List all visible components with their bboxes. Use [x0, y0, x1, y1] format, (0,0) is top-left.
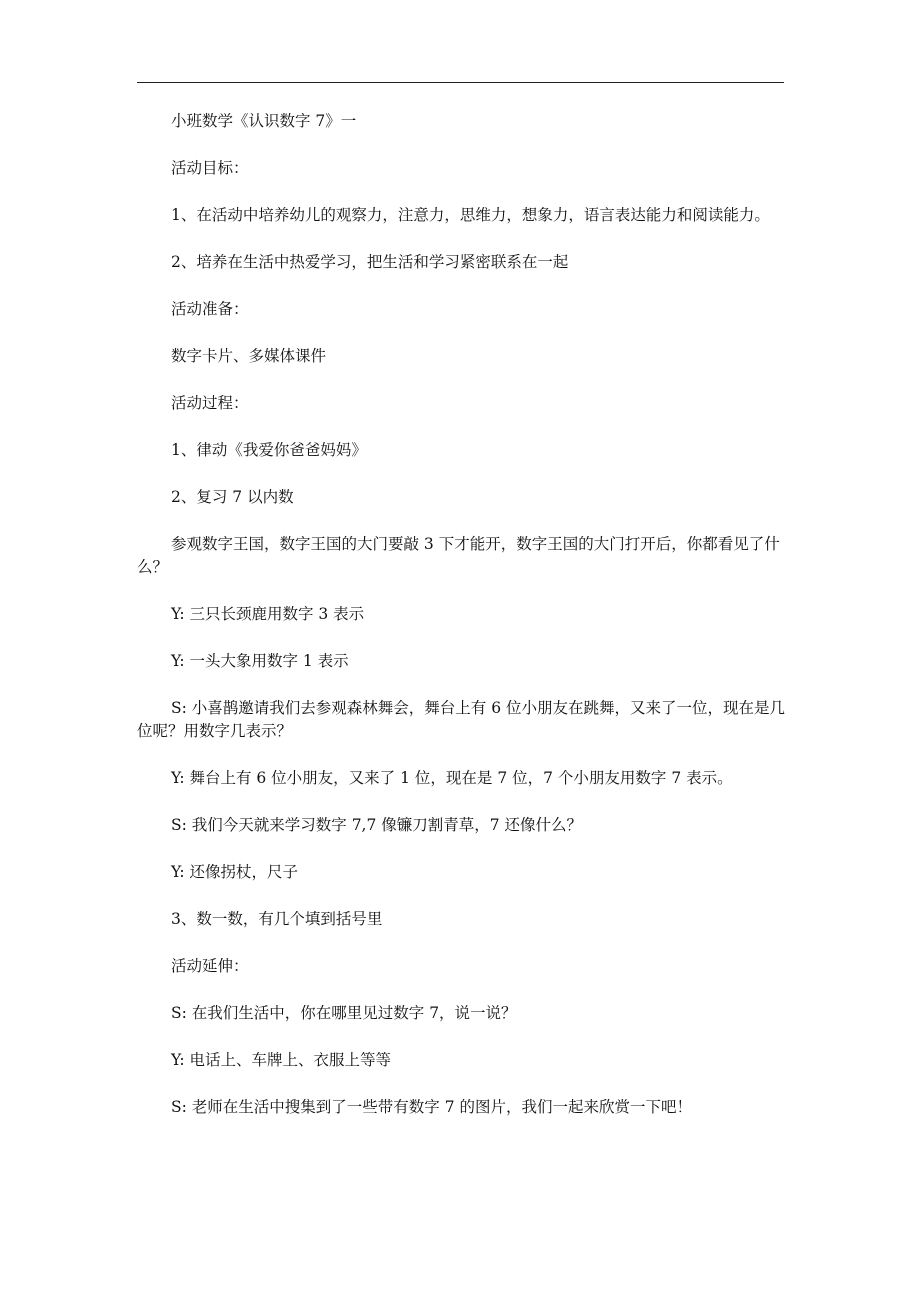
- dialogue-line: S: 小喜鹊邀请我们去参观森林舞会，舞台上有 6 位小朋友在跳舞，又来了一位，现在是几位呢？用数字几表示？: [137, 699, 785, 740]
- header-rule: [137, 82, 784, 83]
- dialogue-line: S: 老师在生活中搜集到了一些带有数字 7 的图片，我们一起来欣赏一下吧！: [171, 1098, 692, 1116]
- dialogue-line: Y: 舞台上有 6 位小朋友，又来了 1 位，现在是 7 位，7 个小朋友用数字 7 表示。: [171, 769, 733, 787]
- dialogue-line: Y: 一头大象用数字 1 表示: [171, 652, 349, 670]
- section-heading-process: 活动过程：: [171, 394, 249, 412]
- dialogue-line: S: 我们今天就来学习数字 7,7 像镰刀割青草，7 还像什么？: [171, 816, 583, 834]
- process-step-3: 3、数一数，有几个填到括号里: [171, 910, 383, 928]
- goal-item-2: 2、培养在生活中热爱学习，把生活和学习紧密联系在一起: [171, 253, 569, 271]
- section-heading-preparation: 活动准备：: [171, 300, 249, 318]
- process-paragraph: 参观数字王国，数字王国的大门要敲 3 下才能开，数字王国的大门打开后，你都看见了什么？: [137, 535, 780, 576]
- document-title: 小班数学《认识数字 7》一: [171, 112, 357, 130]
- section-heading-goals: 活动目标：: [171, 159, 249, 177]
- dialogue-line: Y: 三只长颈鹿用数字 3 表示: [171, 605, 365, 623]
- dialogue-line: Y: 还像拐杖，尺子: [171, 863, 298, 881]
- preparation-text: 数字卡片、多媒体课件: [171, 347, 327, 365]
- dialogue-line: S: 在我们生活中，你在哪里见过数字 7，说一说？: [171, 1004, 517, 1022]
- section-heading-extension: 活动延伸：: [171, 957, 249, 975]
- document-body: [137, 96, 787, 1119]
- goal-item-1: 1、在活动中培养幼儿的观察力，注意力，思维力，想象力，语言表达能力和阅读能力。: [171, 206, 770, 224]
- dialogue-line: Y: 电话上、车牌上、衣服上等等: [171, 1051, 391, 1069]
- process-step-1: 1、律动《我爱你爸爸妈妈》: [171, 441, 367, 459]
- process-step-2: 2、复习 7 以内数: [171, 488, 294, 506]
